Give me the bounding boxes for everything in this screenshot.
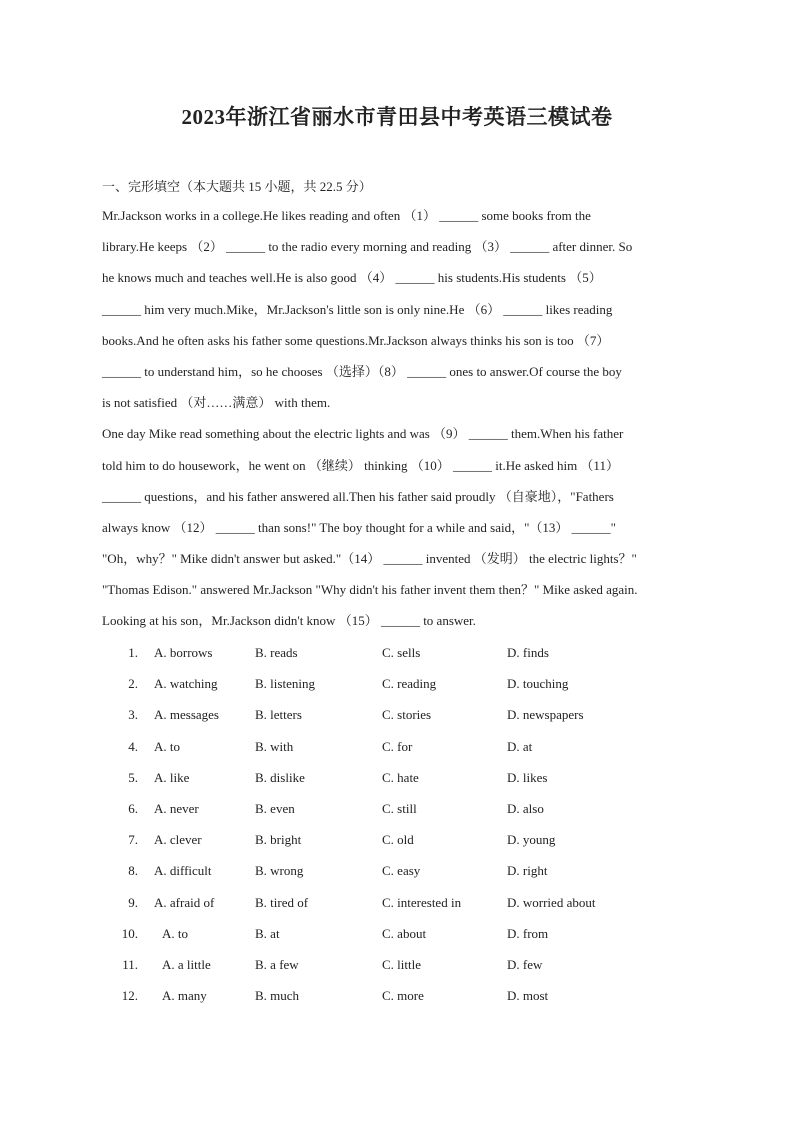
page-title: 2023年浙江省丽水市青田县中考英语三模试卷	[181, 105, 613, 129]
option-a: A. afraid of	[154, 894, 215, 910]
option-d: D. touching	[507, 676, 569, 692]
passage-line: Looking at his son，Mr.Jackson didn't know （15） ______ to answer.	[102, 613, 476, 629]
question-number: 4.	[128, 738, 138, 754]
question-number: 1.	[128, 645, 138, 660]
question-number: 12.	[121, 988, 138, 1004]
question-row	[102, 949, 702, 980]
option-c: C. still	[382, 800, 417, 816]
option-c: C. easy	[382, 863, 421, 879]
question-row	[102, 762, 702, 793]
question-number: 7.	[128, 832, 138, 848]
option-b: B. a few	[255, 956, 299, 972]
option-d: D. newspapers	[507, 707, 584, 723]
option-c: C. hate	[382, 769, 419, 785]
option-c: C. old	[382, 832, 414, 848]
question-row	[102, 887, 702, 918]
option-a: A. to	[154, 738, 180, 754]
option-a: A. clever	[154, 832, 202, 848]
option-a: A. many	[162, 988, 207, 1004]
option-a: A. like	[154, 769, 190, 785]
option-a: A. borrows	[154, 645, 213, 660]
option-d: D. finds	[507, 645, 549, 660]
option-a: A. a little	[162, 956, 211, 972]
question-row	[102, 668, 702, 699]
option-a: A. difficult	[154, 863, 212, 879]
cloze-passage	[102, 200, 702, 637]
option-b: B. with	[255, 738, 294, 754]
passage-line: told him to do housework，he went on （继续） thinking （10） ______ it.He asked him （11）	[102, 457, 619, 473]
option-b: B. at	[255, 925, 280, 941]
question-row	[102, 637, 702, 668]
passage-line: ______ questions，and his father answered all.Then his father said proudly （自豪地），"Fathers	[102, 488, 614, 504]
option-c: C. stories	[382, 707, 432, 723]
option-d: D. also	[507, 800, 544, 816]
option-d: D. from	[507, 925, 549, 941]
option-d: D. at	[507, 738, 533, 754]
passage-line: library.He keeps （2） ______ to the radio every morning and reading （3） ______ after dinner. So	[102, 239, 633, 255]
question-number: 8.	[128, 863, 138, 879]
question-row	[102, 731, 702, 762]
option-c: C. little	[382, 956, 421, 972]
question-number: 6.	[128, 800, 138, 816]
option-b: B. tired of	[255, 894, 309, 910]
passage-line: he knows much and teaches well.He is also good （4） ______ his students.His students （5）	[102, 270, 602, 286]
option-b: B. dislike	[255, 769, 305, 785]
question-number: 11.	[122, 956, 138, 972]
passage-line: Mr.Jackson works in a college.He likes reading and often （1） ______ some books from the	[102, 208, 591, 223]
option-d: D. likes	[507, 769, 548, 785]
question-number: 9.	[128, 894, 138, 910]
option-b: B. letters	[255, 707, 302, 723]
option-d: D. worried about	[507, 894, 596, 910]
option-b: B. reads	[255, 645, 298, 660]
option-c: C. interested in	[382, 894, 462, 910]
option-b: B. bright	[255, 832, 302, 848]
passage-line: is not satisfied （对……满意） with them.	[102, 395, 331, 411]
option-d: D. most	[507, 988, 549, 1004]
question-row	[102, 793, 702, 824]
option-d: D. young	[507, 832, 556, 848]
option-d: D. right	[507, 863, 548, 879]
question-row	[102, 918, 702, 949]
answer-options	[102, 637, 702, 1011]
option-a: A. never	[154, 800, 199, 816]
question-number: 10.	[121, 925, 138, 941]
option-b: B. much	[255, 988, 300, 1004]
question-number: 5.	[128, 769, 138, 785]
passage-line: books.And he often asks his father some questions.Mr.Jackson always thinks his son is too （7）	[102, 332, 610, 348]
option-b: B. even	[255, 800, 295, 816]
option-a: A. to	[162, 925, 188, 941]
passage-line: "Thomas Edison." answered Mr.Jackson "Why didn't his father invent them then？" Mike asked again.	[102, 582, 638, 598]
question-number: 2.	[128, 676, 138, 692]
question-row	[102, 980, 702, 1011]
question-number: 3.	[128, 707, 138, 723]
question-row	[102, 855, 702, 886]
option-b: B. listening	[255, 676, 315, 692]
question-row	[102, 824, 702, 855]
option-c: C. more	[382, 988, 424, 1004]
passage-line: ______ him very much.Mike，Mr.Jackson's little son is only nine.He （6） ______ likes reading	[102, 301, 613, 317]
option-c: C. for	[382, 738, 413, 754]
passage-line: One day Mike read something about the electric lights and was （9） ______ them.When his father	[102, 426, 624, 442]
option-c: C. about	[382, 925, 427, 941]
option-a: A. watching	[154, 676, 218, 692]
option-c: C. reading	[382, 676, 437, 692]
option-b: B. wrong	[255, 863, 304, 879]
option-c: C. sells	[382, 645, 421, 660]
passage-line: "Oh，why？" Mike didn't answer but asked."（14） ______ invented （发明） the electric lights？"	[102, 551, 637, 567]
question-row	[102, 699, 702, 730]
passage-line: ______ to understand him，so he chooses （选择）（8） ______ ones to answer.Of course the boy	[102, 363, 622, 379]
option-d: D. few	[507, 956, 543, 972]
option-a: A. messages	[154, 707, 219, 723]
passage-line: always know （12） ______ than sons!" The boy thought for a while and said，"（13） ______"	[102, 519, 616, 535]
section-header: 一、完形填空（本大题共 15 小题，共 22.5 分）	[102, 179, 372, 194]
